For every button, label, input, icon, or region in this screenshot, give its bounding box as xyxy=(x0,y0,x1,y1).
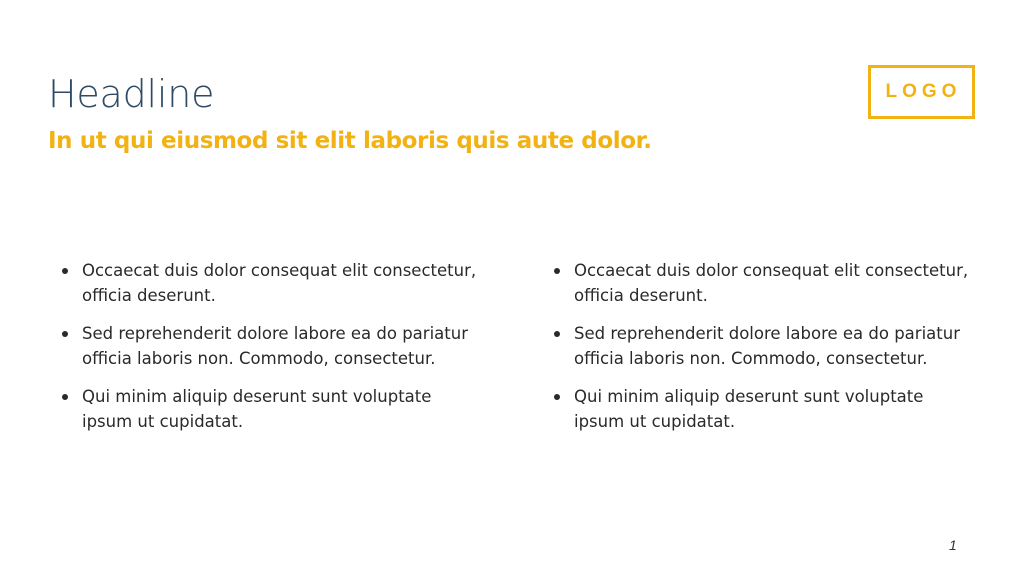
bullet-list-right xyxy=(554,258,974,447)
list-item-text: Qui minim aliquip deserunt sunt voluptate ipsum ut cupidatat. xyxy=(574,387,924,431)
subheadline: In ut qui eiusmod sit elit laboris quis aute dolor. xyxy=(48,128,652,154)
bullet-icon xyxy=(62,268,68,274)
list-item xyxy=(554,321,974,371)
list-item xyxy=(62,258,482,308)
bullet-icon xyxy=(62,394,68,400)
bullet-icon xyxy=(554,394,560,400)
list-item-text: Sed reprehenderit dolore labore ea do pariatur officia laboris non. Commodo, consectetur. xyxy=(82,324,468,368)
list-item xyxy=(62,321,482,371)
bullet-icon xyxy=(62,331,68,337)
bullet-list-left xyxy=(62,258,482,447)
list-item-text: Occaecat duis dolor consequat elit consectetur, officia deserunt. xyxy=(82,261,477,305)
bullet-icon xyxy=(554,331,560,337)
list-item xyxy=(62,384,482,434)
headline: Headline xyxy=(48,72,215,116)
logo-text: LOGO xyxy=(885,81,962,102)
list-item-text: Sed reprehenderit dolore labore ea do pariatur officia laboris non. Commodo, consectetur. xyxy=(574,324,960,368)
page-number: 1 xyxy=(949,537,957,553)
list-item-text: Occaecat duis dolor consequat elit consectetur, officia deserunt. xyxy=(574,261,969,305)
bullet-icon xyxy=(554,268,560,274)
list-item xyxy=(554,258,974,308)
list-item-text: Qui minim aliquip deserunt sunt voluptate ipsum ut cupidatat. xyxy=(82,387,432,431)
list-item xyxy=(554,384,974,434)
logo xyxy=(868,65,975,119)
